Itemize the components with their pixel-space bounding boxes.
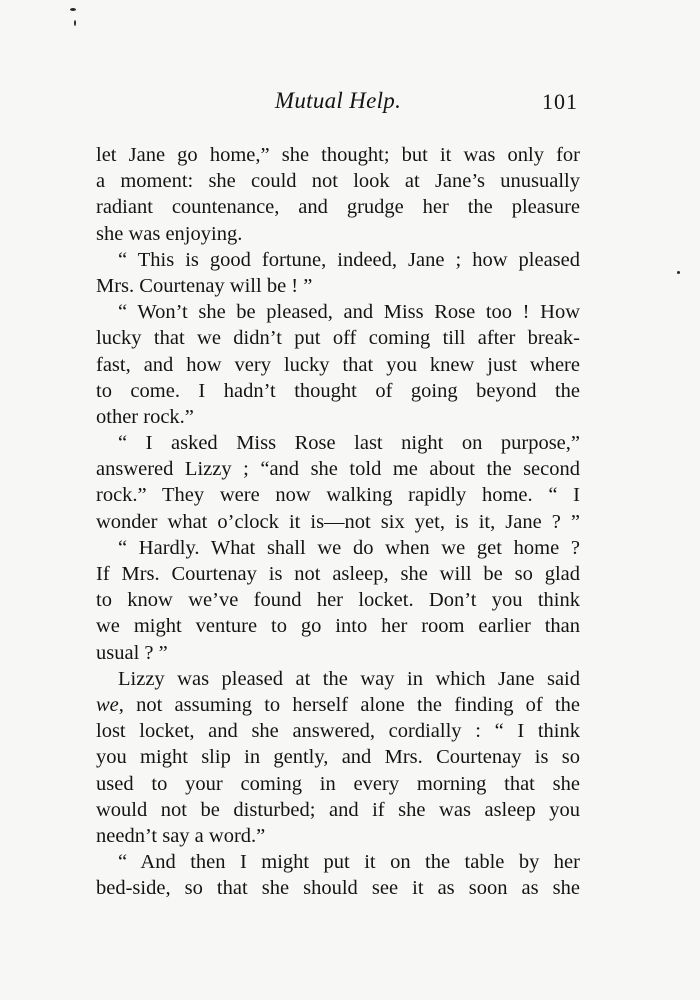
text-line: needn’t say a word.” xyxy=(96,824,266,847)
text-line: answered Lizzy ; “and she told me about the second xyxy=(96,458,580,481)
text-line: radiant countenance, and grudge her the pleasure xyxy=(96,196,580,219)
text-line: to come. I hadn’t thought of going beyond the xyxy=(96,379,580,402)
text-line: let Jane go home,” she thought; but it was only for xyxy=(96,144,580,166)
text-line: would not be disturbed; and if she was asleep you xyxy=(96,798,580,821)
text-line: “ Hardly. What shall we do when we get home ? xyxy=(118,536,580,559)
text-line: a moment: she could not look at Jane’s unusually xyxy=(96,170,580,193)
text-line: bed-side, so that she should see it as soon as she xyxy=(96,877,580,900)
text-line: wonder what o’clock it is—not six yet, is it, Jane ? ” xyxy=(96,510,580,533)
text-line: fast, and how very lucky that you knew just where xyxy=(96,353,580,376)
text-line: “ And then I might put it on the table by her xyxy=(118,851,580,874)
text-line: Mrs. Courtenay will be ! ” xyxy=(96,274,313,297)
text-line: If Mrs. Courtenay is not asleep, she will be so glad xyxy=(96,563,580,585)
ink-speck xyxy=(74,20,76,26)
text-line: lost locket, and she answered, cordially : “ I think xyxy=(96,720,580,743)
running-title: Mutual Help. xyxy=(274,88,402,113)
text-line: “ Won’t she be pleased, and Miss Rose too ! How xyxy=(118,301,580,324)
text-line: we might venture to go into her room earlier than xyxy=(96,615,580,638)
text-line: “ I asked Miss Rose last night on purpose,” xyxy=(118,432,580,455)
text-line: she was enjoying. xyxy=(96,222,243,245)
text-line: we, not assuming to herself alone the finding of the xyxy=(96,693,580,716)
ink-speck xyxy=(677,271,680,274)
page-body xyxy=(96,142,580,901)
text-line: usual ? ” xyxy=(96,641,168,664)
text-line: you might slip in gently, and Mrs. Courtenay is so xyxy=(96,746,580,769)
text-line: rock.” They were now walking rapidly home. “ I xyxy=(96,484,580,507)
text-line: used to your coming in every morning that she xyxy=(96,772,580,795)
text-line: Lizzy was pleased at the way in which Jane said xyxy=(118,667,580,690)
ink-speck xyxy=(70,8,76,11)
page-header xyxy=(96,88,580,124)
text-line: to know we’ve found her locket. Don’t you think xyxy=(96,589,580,612)
text-line: other rock.” xyxy=(96,405,194,428)
text-line: “ This is good fortune, indeed, Jane ; how pleased xyxy=(118,248,580,271)
text-line: lucky that we didn’t put off coming till after break- xyxy=(96,327,580,350)
page-number: 101 xyxy=(542,89,578,114)
emphasized-word: we xyxy=(96,693,119,716)
